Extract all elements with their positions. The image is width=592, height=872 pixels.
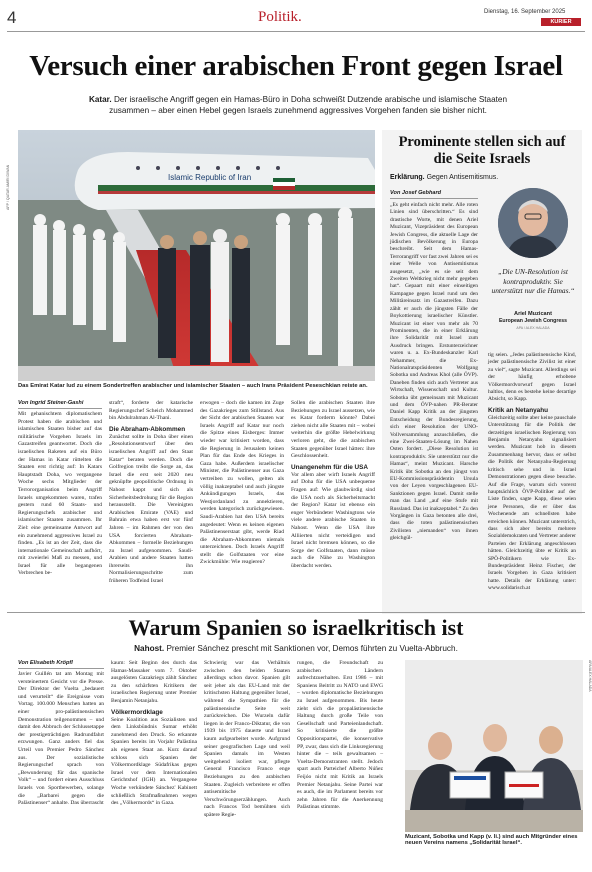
article1-col2 bbox=[109, 400, 193, 586]
article1-body bbox=[18, 400, 375, 595]
article1-col4-text-b: Vor allem aber wirft Israels Angriff auf Doha für die USA unbequeme Fragen auf: Wie glaubwürdig sind die USA noch als Sicherheitsmacht der Region? Katar ist ebenso ein enger Verbündeter Washingtons wie viele andere arabische Staaten in Nahost. Wenn die USA ihre Alliierten nicht verteidigen und Israel nicht bremsen können, so die Sorge der Golfstaaten, dann müsse auch die Nähe zu Washington überdacht werden. bbox=[291, 471, 375, 569]
article1-col4-subhead: Unangenehm für die USA bbox=[291, 463, 369, 471]
muzicant-portrait bbox=[498, 188, 568, 258]
sidebar-col1: „Es geht einfach nicht mehr. Alle roten Linien sind überschritten.“ Es sind drastische Worte, mit denen Ariel Muzicant, Vizepräsident des European Jewish Congress, die aktuelle Lage der jüdischen Bevölkerung in Europa beschreibt. Seit dem Hamas-Terrorangriff vor fast zwei Jahren sei es einer Welle von Antisemitismus ausgesetzt, „wie es sie seit dem Zweiten Weltkrieg nicht mehr gegeben hat“. Gepaart mit einer einseitigen Kampagne gegen Israel rund um den Militäreinsatz im Gazastreifen. Dazu zählt er auch die jüngsten Fälle der Boykottierung israelischer Künstler. Muzicant ist einer von mehr als 70 Prominenten, die in einer Erklärung ihre Solidarität mit Israel zum Ausdruck bringen. Erstunterzeichner waren u. a. Ex-Bundeskanzler Karl Nehammer, die Ex-Nationalratspräsidenten Wolfgang Sobotka und Andreas Khol (alle ÖVP). Daneben finden sich auch Vertreter aus Wirtschaft, Wissenschaft und Kultur. Sobotka übt gemeinsam mit Muzicant und dem ÖVP-nahen PR-Berater Daniel Kapp Kritik an der jüngsten Entscheidung der Bundesregierung, sich einer Resolution der UNO-Vollversammlung anzuschließen, die eine Zwei-Staaten-Lösung im Nahen Osten fordert. „Diese Resolution ist kontraproduktiv. Sie unterstützt nur die Hamas“, meint Muzicant. Harsche Kritik übt Sobotka an den jüngst von EU-Kommissionspräsidentin Ursula von der Leyen vorgeschlagenen EU-Sanktionen gegen Israel. Damit stelle man das Land „auf eine Stufe mit Russland. Das ist inakzeptabel.“ Zu den Vorgängen in Gaza betonten alle drei, dass die toten palästinensischen Zivilisten „niemanden“ von ihnen gleichgül- bbox=[390, 202, 478, 542]
article1-lead bbox=[72, 94, 524, 116]
article2-col4: rungen, die Freundschaft zu arabischen Ländern aufrechtzuerhalten. Erst 1986 – mit Spaniens Beitritt zu NATO und EWG – wurden diplomatische Beziehungen zu Israel aufgenommen. Bis heute zieht sich die propalästinensische Haltung durch große Teile von Gesellschaft und Parteienlandschaft. So kritisierte die größte Oppositionspartei, die konservative PP, zwar, dass sich die Linksregierung hinter die – teils gewaltsamen – Vuelta-Demonstranten stellt. Jedoch spart auch Parteichef Alberto Núñez Feijóo nicht mit Kritik an Israels Premier Netanjahu. Seine Partei war es auch, die im Parlament bereits vor zehn Jahren für die Anerkennung Palästinas stimmte. bbox=[297, 660, 383, 811]
sidebar-quote: „Die UN-Resolution ist kontraproduktiv. Sie unterstützt nur die Hamas.“ bbox=[491, 267, 575, 296]
article2-headline: Warum Spanien so israelkritisch ist bbox=[128, 615, 464, 640]
side-credit-top: AFP / QATAR AMIRI DIWAN bbox=[6, 164, 10, 210]
article2-photo-credit: APA/ALEX HALADA bbox=[588, 660, 592, 692]
article1-col2-text-b: Zunächst sollte in Doha über einen „Resolutionsentwurf über den israelischen Angriff auf den Staat Katar“ beraten werden. Doch die Golfregion treibt die Sorge an, das Israel die erst seit 2020 neu geknüpfte geopolitische Ordnung in Nahost kappt und sich als Sicherheitsbedrohung für die Region herausstellt. Die Vereinigten Arabischen Emirate (VAE) und Bahrain etwa haben erst vor fünf Jahren – im Rahmen der von den USA forcierten Abraham-Abkommen – formelle Beziehungen zu Israel aufgenommen. Saudi-Arabien und andere Staaten hatten ihrerseits ihn Normalisierungsschritte zum früheren Todfeind Israel bbox=[109, 433, 193, 585]
sidebar-col2-subhead: Kritik an Netanyahu bbox=[488, 406, 549, 414]
sidebar-col2-text-b: Gleichzeitig sollte aber keine pauschale Unterstützung für die Politik der derzeitigen israelischen Regierung von Benjamin Netanyahu signalisiert werden. Muzicant hob in diesem Zusammenhang hervor, dass er selbst die Politik der Netanyahu-Regierung kritisch sehe und in Israel Demonstrationen gegen diese besuche. Auf die Frage, warum sich vorerst hauptsächlich ÖVP-Politiker auf der Liste finden, sagte Kapp, diese seien jene Personen, die er über das Wochenende am schnellsten habe erreichen können. Muzicant unterstrich, dass sich aber bereits mehrere Sozialdemokraten und Vertreter anderer Parteien der Erklärung angeschlossen hätten. Gleichzeitig übte er Kritik an SPÖ-Politikern wie Ex-Bundespräsident Heinz Fischer, der Israels Vorgehen in Gaza kritisiert hatte. Details der Erklärung unter: www.solidarisch.at bbox=[488, 414, 576, 592]
article1-col4-text-a: Sollen die arabischen Staaten ihre Beziehungen zu Israel aussetzen, wie es Katar forderm könnte? Dabei ziehen nicht alle Staaten mit – wobei weiterhin die größte Hebelwirkung verloren geht, die die arabischen Staaten gegenüber Israel hätten: ihre Geschlossenheit. bbox=[291, 400, 375, 460]
article2-lead-place: Nahost. bbox=[134, 644, 165, 653]
article2-col2-text-a: kaum: Seit Beginn des durch das Hamas-Massaker vom 7. Oktober ausgelösten Gazakriegs zählt Sánchez zu den schärfsten Kritikern der israelischen Regierung unter Premier Benjamin Netanjahu. bbox=[111, 660, 197, 704]
sidebar-col2-text-a: tig seien. „Jedes palästinensische Kind, jeder palästinensische Zivilist ist einer zu viel“, sagte Muzicant. Allerdings sei der häufig erhobene Völkermordvorwurf gegen Israel haltlos, denn es bestehe keine derartige Absicht, so Kapp. bbox=[488, 352, 576, 403]
sidebar-box bbox=[382, 130, 582, 614]
plane-lettering: Islamic Republic of Iran bbox=[168, 173, 252, 182]
section-title: Politik. bbox=[258, 9, 302, 25]
article2-lead-text: Premier Sánchez prescht mit Sanktionen vor, Demos führten zu Vuelta-Abbruch. bbox=[166, 644, 458, 653]
article1-photo-caption: Das Emirat Katar lud zu einem Sondertreffen arabischer und islamischer Staaten – auch Irans Präsident Peseschkian reiste an. bbox=[18, 383, 368, 389]
press-conference-photo bbox=[405, 660, 583, 832]
article1-byline: Von Ingrid Steiner-Gashi bbox=[18, 400, 84, 406]
article1-col1: Mit gehanischtem diplomatischem Protest haben die arabischen und islamischen Staaten bisher auf das militärische Vorgehen Israels im Gazastreifen geantwortet. Doch die israelischen Raketen auf ein Büro der Hamas in Katar rüttelten die Staaten erst richtig auf: In Katars Hauptstadt Doha, wo vergangene Woche sechs Mitglieder der Terrororganisation beim Angriff Israels umgekommen waren, trafen gestern rund 60 Staats- und Regierungschefs arabischer und islamischer Staaten zusammen. Ihr Ziel: eine gemeinsame Antwort auf ein zunehmend aggressives Israel zu finden. „Es ist an der Zeit, dass die internationale Gemeinschaft aufhört, mit zweierlei Maß zu messen, und Israel für alle begangenen Verbrechen be- bbox=[18, 411, 102, 577]
article2-byline: Von Elisabeth Kröpfl bbox=[18, 660, 73, 666]
article1-col2-subhead: Die Abraham-Abkommen bbox=[109, 425, 186, 433]
sidebar-headline: Prominente stellen sich auf die Seite Israels bbox=[398, 134, 566, 167]
article1-photo bbox=[18, 130, 375, 381]
article1-col3: erwogen – doch die kamen im Zuge des Gazakrieges zum Stillstand. Aus der Sicht der arabischen Staaten war Israels Angriff auf Katar nur noch die Spitze eines Eisberges: Immer wieder war kritisiert worden, dass die Regierung in Jerusalem keinen Plan für das Ende des Krieges in Gaza habe. Außerdem israelischer Minister, die Palästinenser aus Gaza vertreiben zu wollen, gelten als völlig inakzeptabel und auch jüngste Ankündigungen Israels, das Westjordanland zu annektieren, werden kategorisch zurückgewiesen. Saudi-Arabien hat den USA bereits angedeutet: Wenn es keinen eigenen Palästinenserstaat gibt, werde Riad die Abraham-Abkommen niemals unterzeichnen. Doch Israels Angriff stellt die Golfstaaten vor eine Zwickmühle: Wie reagieren? bbox=[200, 400, 284, 566]
article2-col2-text-b: Seine Koalition aus Sozialisten und dem Linksbündnis Sumar erhöht zunehmend den Druck. So erkannte Spanien bereits im Vorjahr Palästina als eigenen Staat an. Kurz darauf schloss sich Spanien der Völkermordklage Südafrikas gegen Israel vor dem Internationalen Gerichtshof (IGH) an. Vergangene Woche verkündete Sánchez' Kabinett schließlich Strafmaßnahmen wegen des „Völkermords“ in Gaza. bbox=[111, 716, 197, 807]
article1-col2-text-a: straft“, forderte der katarische Regierungschef Scheich Mohammed bin Abdulrahman Al-Thani. bbox=[109, 400, 193, 422]
article1-byline-rule bbox=[18, 408, 102, 409]
article2-lead bbox=[0, 644, 592, 653]
sidebar-photo-credit: APA / ALEX HALADA bbox=[516, 326, 550, 330]
sidebar-byline-rule bbox=[390, 198, 478, 199]
article2-col2 bbox=[111, 660, 197, 808]
article2-body bbox=[18, 660, 398, 870]
brand-logo: KURIER bbox=[541, 18, 581, 26]
sidebar-byline: Von Josef Gebhard bbox=[390, 190, 442, 196]
article1-lead-text: Der israelische Angriff gegen ein Hamas-Büro in Doha schweißt Dutzende arabische und islamische Staaten zusammen – aber einen Hebel gegen Israels zunehmend aggressives Vorgehen fanden sie bisher nicht. bbox=[109, 95, 508, 115]
article2-col2-subhead: Völkermordklage bbox=[111, 708, 163, 716]
sidebar-lead-bold: Erklärung. bbox=[390, 174, 425, 181]
article2-photo bbox=[405, 660, 583, 832]
article-divider bbox=[7, 612, 585, 613]
sidebar-lead-text: Gegen Antisemitismus. bbox=[426, 174, 499, 181]
summit-arrival-photo bbox=[18, 130, 375, 381]
sidebar-quote-role: European Jewish Congress bbox=[498, 318, 568, 324]
article2-col3: Schwierig war das Verhältnis zwischen den beiden Staaten allerdings schon davor. Spanien gilt seit jeher als das EU-Land mit der kritischsten Haltung gegenüber Israel, während die Sympathien für die palästinensische Seite weit zurückreichen. Die Wurzeln dafür liegen in der Franco-Diktatur, die von 1939 bis 1975 dauerte und Israel kaum aufgearbeitet wurde. Aufgrund seiner geografischen Lage und weil Spanien damals im Westen weitgehend isoliert war, pflegte General Francisco Franco enge Beziehungen zu den arabischen Staaten. Zugleich verbreitete er offen antisemitische Verschwörungserzählungen. Auch nach Francos Tod bemühten sich spätere Regie- bbox=[204, 660, 290, 818]
sidebar-col2 bbox=[488, 352, 576, 593]
sidebar-lead bbox=[390, 174, 498, 181]
date-line: Dienstag, 16. September 2025 bbox=[484, 9, 566, 15]
header-rule bbox=[7, 31, 585, 32]
article1-headline: Versuch einer arabischen Front gegen Israel bbox=[29, 50, 563, 82]
article2-photo-caption: Muzicant, Sobotka und Kapp (v. li.) sind auch Mitgründer eines neuen Vereins namens „Solidarität Israel“. bbox=[405, 834, 578, 846]
page-number: 4 bbox=[7, 8, 17, 27]
article1-col4 bbox=[291, 400, 375, 570]
article1-lead-place: Katar. bbox=[88, 95, 112, 104]
portrait-image bbox=[498, 188, 568, 258]
sidebar-quote-name: Ariel Muzicant bbox=[514, 311, 552, 317]
article2-col1: Javier Guillén tat am Montag mit versteinertem Gesicht vor die Presse. Der Direktor der Vuelta „bedauert und verurteilt“ die Ereignisse vom Vortag. 100.000 Menschen hatten an einer pro-palästinensischen Demonstration teilgenommen – und damit den Abbruch der Schlussetappe der prestigeträchtigen Radrundfahrt erzwungen. Ganz anders fiel das Urteil von Premier Pedro Sánchez aus. Der sozialistische Regierungschef sprach von „Bewunderung für das spanische Volk“ – und fordert einen Ausschluss Israels von Sportbewerben, solange die „Barbarei gegen die Palästinenser“ anhalte. Das überrascht bbox=[18, 671, 104, 807]
article2-byline-rule bbox=[18, 668, 104, 669]
